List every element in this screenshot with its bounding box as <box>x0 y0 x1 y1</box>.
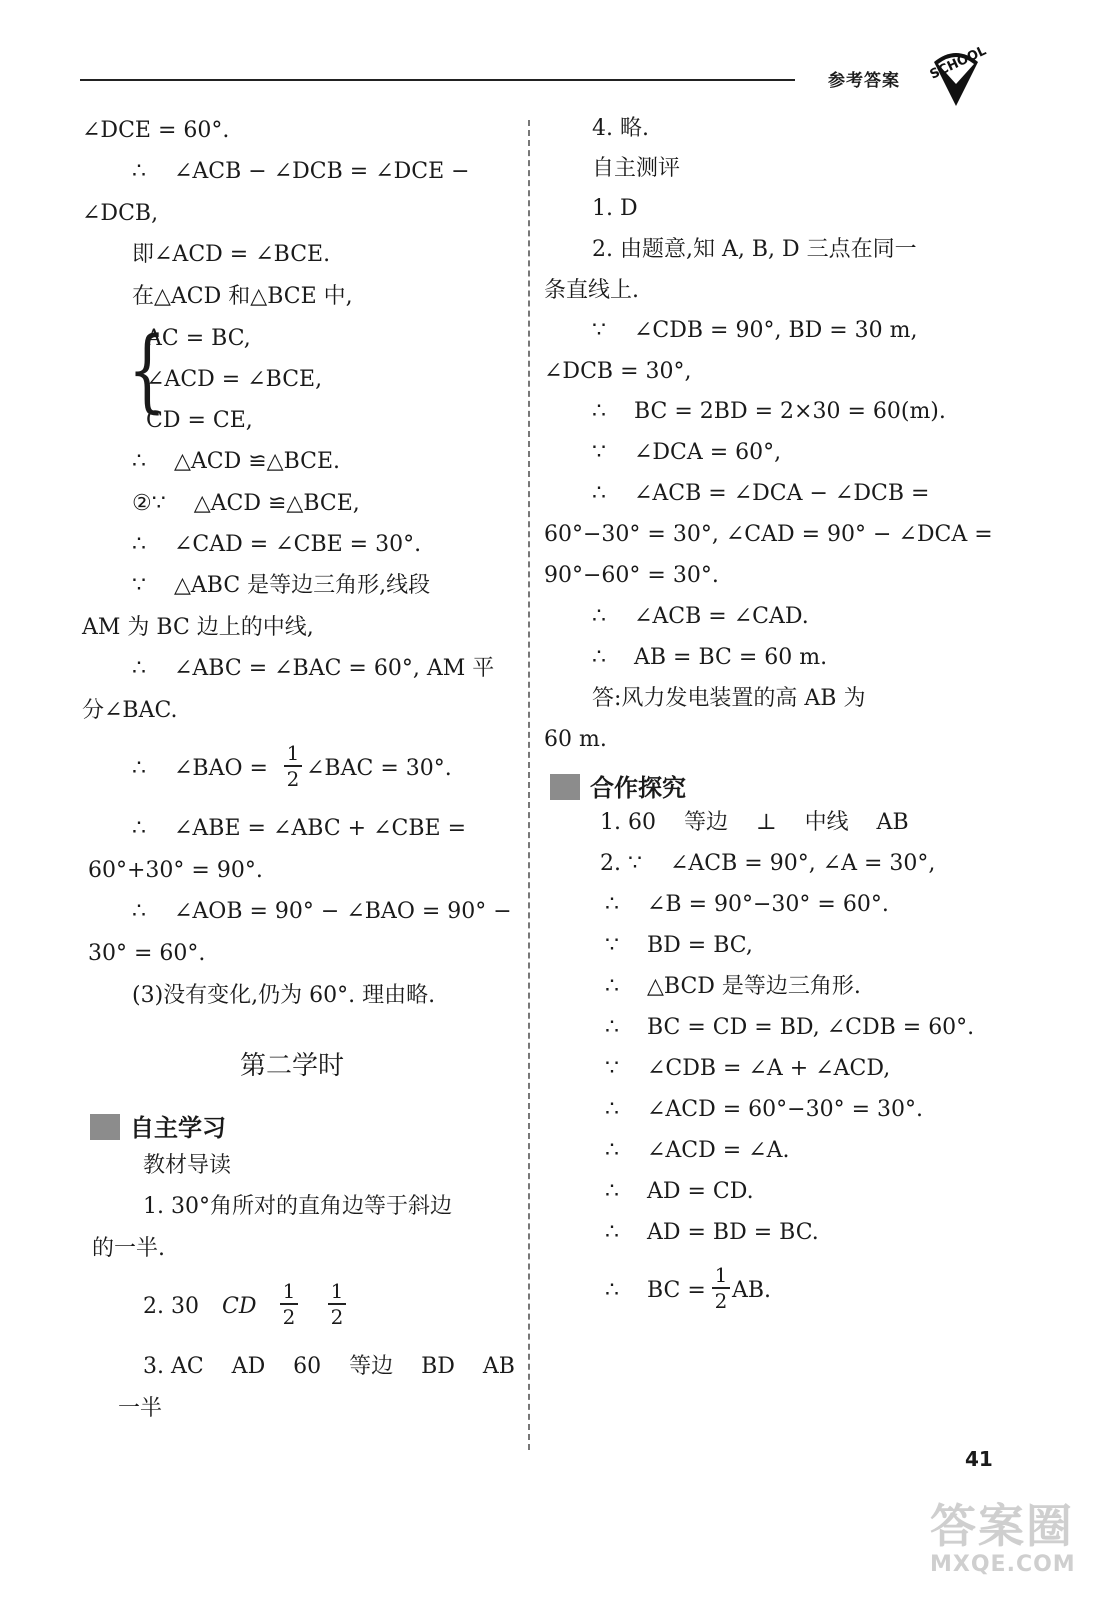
text-line: ∴ ∠ACD = ∠A. <box>605 1138 790 1163</box>
text-line: 2. 由题意,知 A, B, D 三点在同一 <box>592 237 917 262</box>
fraction-denominator: 2 <box>714 1288 728 1313</box>
text-line: AB. <box>732 1278 772 1303</box>
text-line: ∵ ∠CDB = ∠A + ∠ACD, <box>605 1056 891 1081</box>
text-line: 在△ACD 和△BCE 中, <box>132 284 353 309</box>
text-line: 2. ∵ ∠ACB = 90°, ∠A = 30°, <box>600 851 936 876</box>
text-line: 30° = 60°. <box>88 941 206 966</box>
watermark <box>930 1490 1100 1598</box>
fraction-numerator: 1 <box>286 741 300 765</box>
text-line: CD = CE, <box>146 408 253 433</box>
header-rule <box>80 79 795 81</box>
text-line: ∴ ∠AOB = 90° − ∠BAO = 90° − <box>132 899 512 924</box>
fraction-denominator: 2 <box>330 1304 344 1329</box>
text-line: ∴ △ACD ≌△BCE. <box>132 449 341 474</box>
text-line: 60 m. <box>544 727 607 752</box>
section-title: 第二学时 <box>240 1051 345 1081</box>
svg-text:SCHOOL: SCHOOL <box>927 43 989 83</box>
text-line: 1. D <box>592 196 638 221</box>
text-line: 3. AC AD 60 等边 BD AB <box>143 1354 515 1379</box>
heading-text: 自主学习 <box>130 1114 226 1142</box>
text-line: ∴ BC = CD = BD, ∠CDB = 60°. <box>605 1015 975 1040</box>
sub-heading: 教材导读 <box>143 1153 232 1178</box>
section-heading <box>550 768 686 803</box>
text-line: ∴ ∠B = 90°−30° = 60°. <box>605 892 889 917</box>
fraction <box>712 1264 730 1312</box>
text-line: ②∵ △ACD ≌△BCE, <box>132 491 360 516</box>
page-number: 41 <box>965 1447 993 1471</box>
fraction-numerator: 1 <box>282 1279 296 1303</box>
heading-text: 合作探究 <box>590 774 686 802</box>
text-line: ∴ BC = 2BD = 2×30 = 60(m). <box>592 399 946 424</box>
text-line: ∴ ∠CAD = ∠CBE = 30°. <box>132 532 422 557</box>
fraction <box>328 1280 346 1328</box>
text-line: ∴ AB = BC = 60 m. <box>592 645 828 670</box>
watermark-logo: 答案圈 <box>930 1499 1074 1553</box>
text-line: 1. 30°角所对的直角边等于斜边 <box>143 1194 452 1219</box>
text-line: ∵ BD = BC, <box>605 933 753 958</box>
text-line: 1. 60 等边 ⊥ 中线 AB <box>600 810 909 835</box>
text-line: 即∠ACD = ∠BCE. <box>132 242 331 267</box>
text-line: ∵ ∠DCA = 60°, <box>592 440 782 465</box>
fraction <box>280 1280 298 1328</box>
text-line: ∴ ∠ACB − ∠DCB = ∠DCE − <box>132 159 470 184</box>
text-line: CD <box>222 1294 257 1319</box>
text-line: ∵ △ABC 是等边三角形,线段 <box>132 573 431 598</box>
column-divider <box>528 120 530 1450</box>
header-title: 参考答案 <box>828 71 900 91</box>
text-line: 60°−30° = 30°, ∠CAD = 90° − ∠DCA = <box>544 522 993 547</box>
system-brace: { <box>128 318 167 424</box>
fraction-numerator: 1 <box>330 1279 344 1303</box>
text-line: ∴ ∠ABC = ∠BAC = 60°, AM 平 <box>132 656 495 681</box>
text-line: AC = BC, <box>146 326 251 351</box>
text-line: ∴ ∠ABE = ∠ABC + ∠CBE = <box>132 816 467 841</box>
text-line: 60°+30° = 90°. <box>88 858 263 883</box>
section-heading <box>90 1108 226 1143</box>
square-bullet-icon <box>550 774 580 800</box>
text-line: ∠DCE = 60°. <box>82 118 230 143</box>
text-line: ∴ ∠ACB = ∠DCA − ∠DCB = <box>592 481 930 506</box>
text-line: ∴ ∠BAO = <box>132 756 268 781</box>
text-line: ∠BAC = 30°. <box>306 756 452 781</box>
text-line: 自主测评 <box>592 156 681 181</box>
text-line: ∴ ∠ACD = 60°−30° = 30°. <box>605 1097 924 1122</box>
text-line: 条直线上. <box>544 278 639 303</box>
fraction-denominator: 2 <box>286 766 300 791</box>
text-line: 分∠BAC. <box>82 698 178 723</box>
text-line: 答:风力发电装置的高 AB 为 <box>592 686 866 711</box>
watermark-url: MXQE.COM <box>930 1552 1076 1577</box>
text-line: ∴ △BCD 是等边三角形. <box>605 974 861 999</box>
text-line: ∴ ∠ACB = ∠CAD. <box>592 604 809 629</box>
text-line: 2. 30 <box>143 1294 199 1319</box>
text-line: ∵ ∠CDB = 90°, BD = 30 m, <box>592 318 918 343</box>
text-line: ∠DCB, <box>82 201 159 226</box>
fraction <box>284 742 302 790</box>
text-line: (3)没有变化,仍为 60°. 理由略. <box>132 983 436 1008</box>
text-line: AM 为 BC 边上的中线, <box>82 615 314 640</box>
text-line: ∴ AD = BD = BC. <box>605 1220 819 1245</box>
fraction-denominator: 2 <box>282 1304 296 1329</box>
fraction-numerator: 1 <box>714 1263 728 1287</box>
text-line: 的一半. <box>92 1236 165 1261</box>
text-line: 一半 <box>118 1396 163 1421</box>
text-line: 4. 略. <box>592 116 649 141</box>
text-line: ∠DCB = 30°, <box>544 359 692 384</box>
text-line: ∴ BC = <box>605 1278 706 1303</box>
text-line: ∠ACD = ∠BCE, <box>146 367 323 392</box>
text-line: 90°−60° = 30°. <box>544 563 719 588</box>
school-logo-icon <box>920 40 992 112</box>
text-line: ∴ AD = CD. <box>605 1179 754 1204</box>
square-bullet-icon <box>90 1114 120 1140</box>
